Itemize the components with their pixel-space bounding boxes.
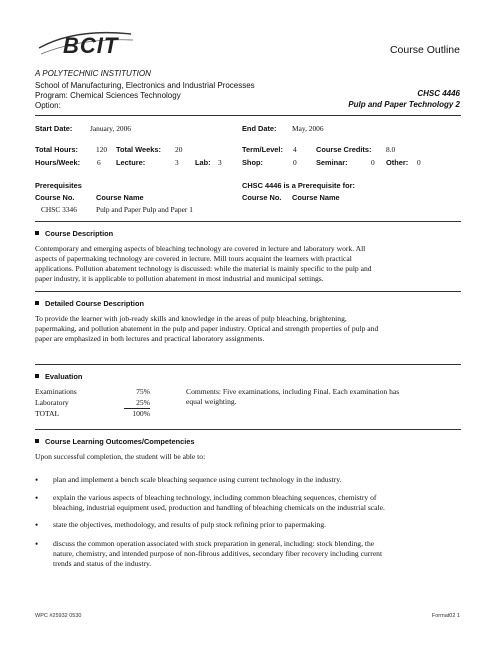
end-date: May, 2006 <box>292 124 324 133</box>
description-heading: Course Description <box>35 229 113 239</box>
course-code: CHSC 4446 <box>417 89 460 98</box>
detailed-text <box>35 314 465 344</box>
school: School of Manufacturing, Electronics and Industrial Processes <box>35 81 255 90</box>
outcome-line: trends and status of the industry. <box>53 559 152 568</box>
evaluation-divider <box>35 429 461 430</box>
total-hours: 120 <box>96 145 108 154</box>
course-credits-label: Course Credits: <box>316 145 372 154</box>
prereq-col-name: Course Name <box>96 193 144 202</box>
option: Option: <box>35 101 61 110</box>
lecture-label: Lecture: <box>116 158 146 167</box>
outcome-line: state the objectives, methodology, and results of pulp stock refining prior to papermaking. <box>53 520 327 529</box>
eval-comments <box>186 387 466 407</box>
outcome-line: plan and implement a bench scale bleaching sequence using current technology in the industry. <box>53 475 342 484</box>
seminar: 0 <box>371 158 375 167</box>
header-divider <box>35 115 461 116</box>
detailed-divider <box>35 364 461 365</box>
is-prereq-col-no: Course No. <box>242 193 282 202</box>
start-date-label: Start Date: <box>35 124 73 133</box>
description-line: aspects of papermaking technology are covered in lecture. Mill tours acquaint the learners with practical <box>35 254 352 263</box>
total-weeks: 20 <box>175 145 183 154</box>
outcomes-heading: Course Learning Outcomes/Competencies <box>35 437 195 447</box>
detailed-line: To provide the learner with job-ready skills and knowledge in the areas of pulp bleaching, brightening, <box>35 314 347 323</box>
prereq-divider <box>35 221 461 222</box>
shop-label: Shop: <box>242 158 263 167</box>
detailed-heading: Detailed Course Description <box>35 299 144 309</box>
hours-week-label: Hours/Week: <box>35 158 81 167</box>
outcome-item <box>53 493 461 513</box>
outcome-item <box>53 475 461 485</box>
course-title: Pulp and Paper Technology 2 <box>348 100 460 109</box>
bullet-icon: • <box>35 520 39 530</box>
is-prereq-heading: CHSC 4446 is a Prerequisite for: <box>242 181 355 190</box>
footer-left: WPC #25932 0530 <box>35 613 82 619</box>
bullet-icon: • <box>35 539 39 549</box>
shop: 0 <box>293 158 297 167</box>
outcomes-intro: Upon successful completion, the student will be able to: <box>35 452 206 461</box>
section-bullet-icon <box>35 374 39 378</box>
prereq-course-name: Pulp and Paper Pulp and Paper 1 <box>96 205 193 214</box>
outcome-line: nature, chemistry, and intended purpose of non-fibrous additives, secondary fiber recovery including current <box>53 549 383 558</box>
prereq-col-no: Course No. <box>35 193 75 202</box>
lab: 3 <box>218 158 222 167</box>
eval-label: Examinations <box>35 387 77 396</box>
total-weeks-label: Total Weeks: <box>116 145 161 154</box>
term-level-label: Term/Level: <box>242 145 283 154</box>
eval-value: 100% <box>132 409 150 418</box>
eval-comment-line: equal weighting. <box>186 397 237 406</box>
description-divider <box>35 291 461 292</box>
outcome-line: discuss the common operation associated with stock preparation in general, including: stock blending, the <box>53 539 375 548</box>
bullet-icon: • <box>35 493 39 503</box>
seminar-label: Seminar: <box>316 158 348 167</box>
lab-label: Lab: <box>195 158 211 167</box>
lecture: 3 <box>175 158 179 167</box>
other-label: Other: <box>386 158 409 167</box>
detailed-line: paper are emphasized in both lectures and practical laboratory assignments. <box>35 334 265 343</box>
eval-label: Laboratory <box>35 398 69 407</box>
description-text <box>35 244 465 284</box>
prereq-heading: Prerequisites <box>35 181 82 190</box>
outcome-line: explain the various aspects of bleaching technology, including common bleaching sequences, chemistry of <box>53 493 377 502</box>
eval-value: 25% <box>136 398 150 407</box>
evaluation-heading: Evaluation <box>35 372 82 382</box>
is-prereq-col-name: Course Name <box>292 193 340 202</box>
program: Program: Chemical Sciences Technology <box>35 91 181 100</box>
outcome-item <box>53 539 461 569</box>
eval-comment-line: Comments: Five examinations, including Final. Each examination has <box>186 387 400 396</box>
detailed-line: papermaking, and pollution abatement in the pulp and paper industry. Optical and strength properties of pulp and <box>35 324 379 333</box>
bcit-logo <box>35 28 135 62</box>
eval-label: TOTAL <box>35 409 60 418</box>
end-date-label: End Date: <box>242 124 277 133</box>
total-hours-label: Total Hours: <box>35 145 78 154</box>
footer-right: Format02 1 <box>431 613 460 619</box>
description-line: applications. Pollution abatement technology is discussed: while the material is mainly specific to the pulp and <box>35 264 372 273</box>
logo-text: BCIT <box>63 33 119 58</box>
section-bullet-icon <box>35 439 39 443</box>
doc-type: Course Outline <box>389 44 460 56</box>
start-date: January, 2006 <box>90 124 131 133</box>
outcome-line: bleaching, industrial equipment used, production and handling of bleaching chemicals on the industrial scale. <box>53 503 385 512</box>
hours-week: 6 <box>97 158 101 167</box>
description-line: paper industry, it is applicable to pollution abatement in most industrial and municipal settings. <box>35 274 324 283</box>
section-bullet-icon <box>35 231 39 235</box>
description-line: Contemporary and emerging aspects of bleaching technology are covered in lecture and laboratory work. All <box>35 244 366 253</box>
prereq-course-no: CHSC 3346 <box>41 205 77 214</box>
institution: A POLYTECHNIC INSTITUTION <box>35 69 151 78</box>
course-credits: 8.0 <box>386 145 396 154</box>
section-bullet-icon <box>35 301 39 305</box>
outcome-item <box>53 520 461 530</box>
term-level: 4 <box>293 145 297 154</box>
other: 0 <box>417 158 421 167</box>
eval-value: 75% <box>136 387 150 396</box>
bullet-icon: • <box>35 475 39 485</box>
